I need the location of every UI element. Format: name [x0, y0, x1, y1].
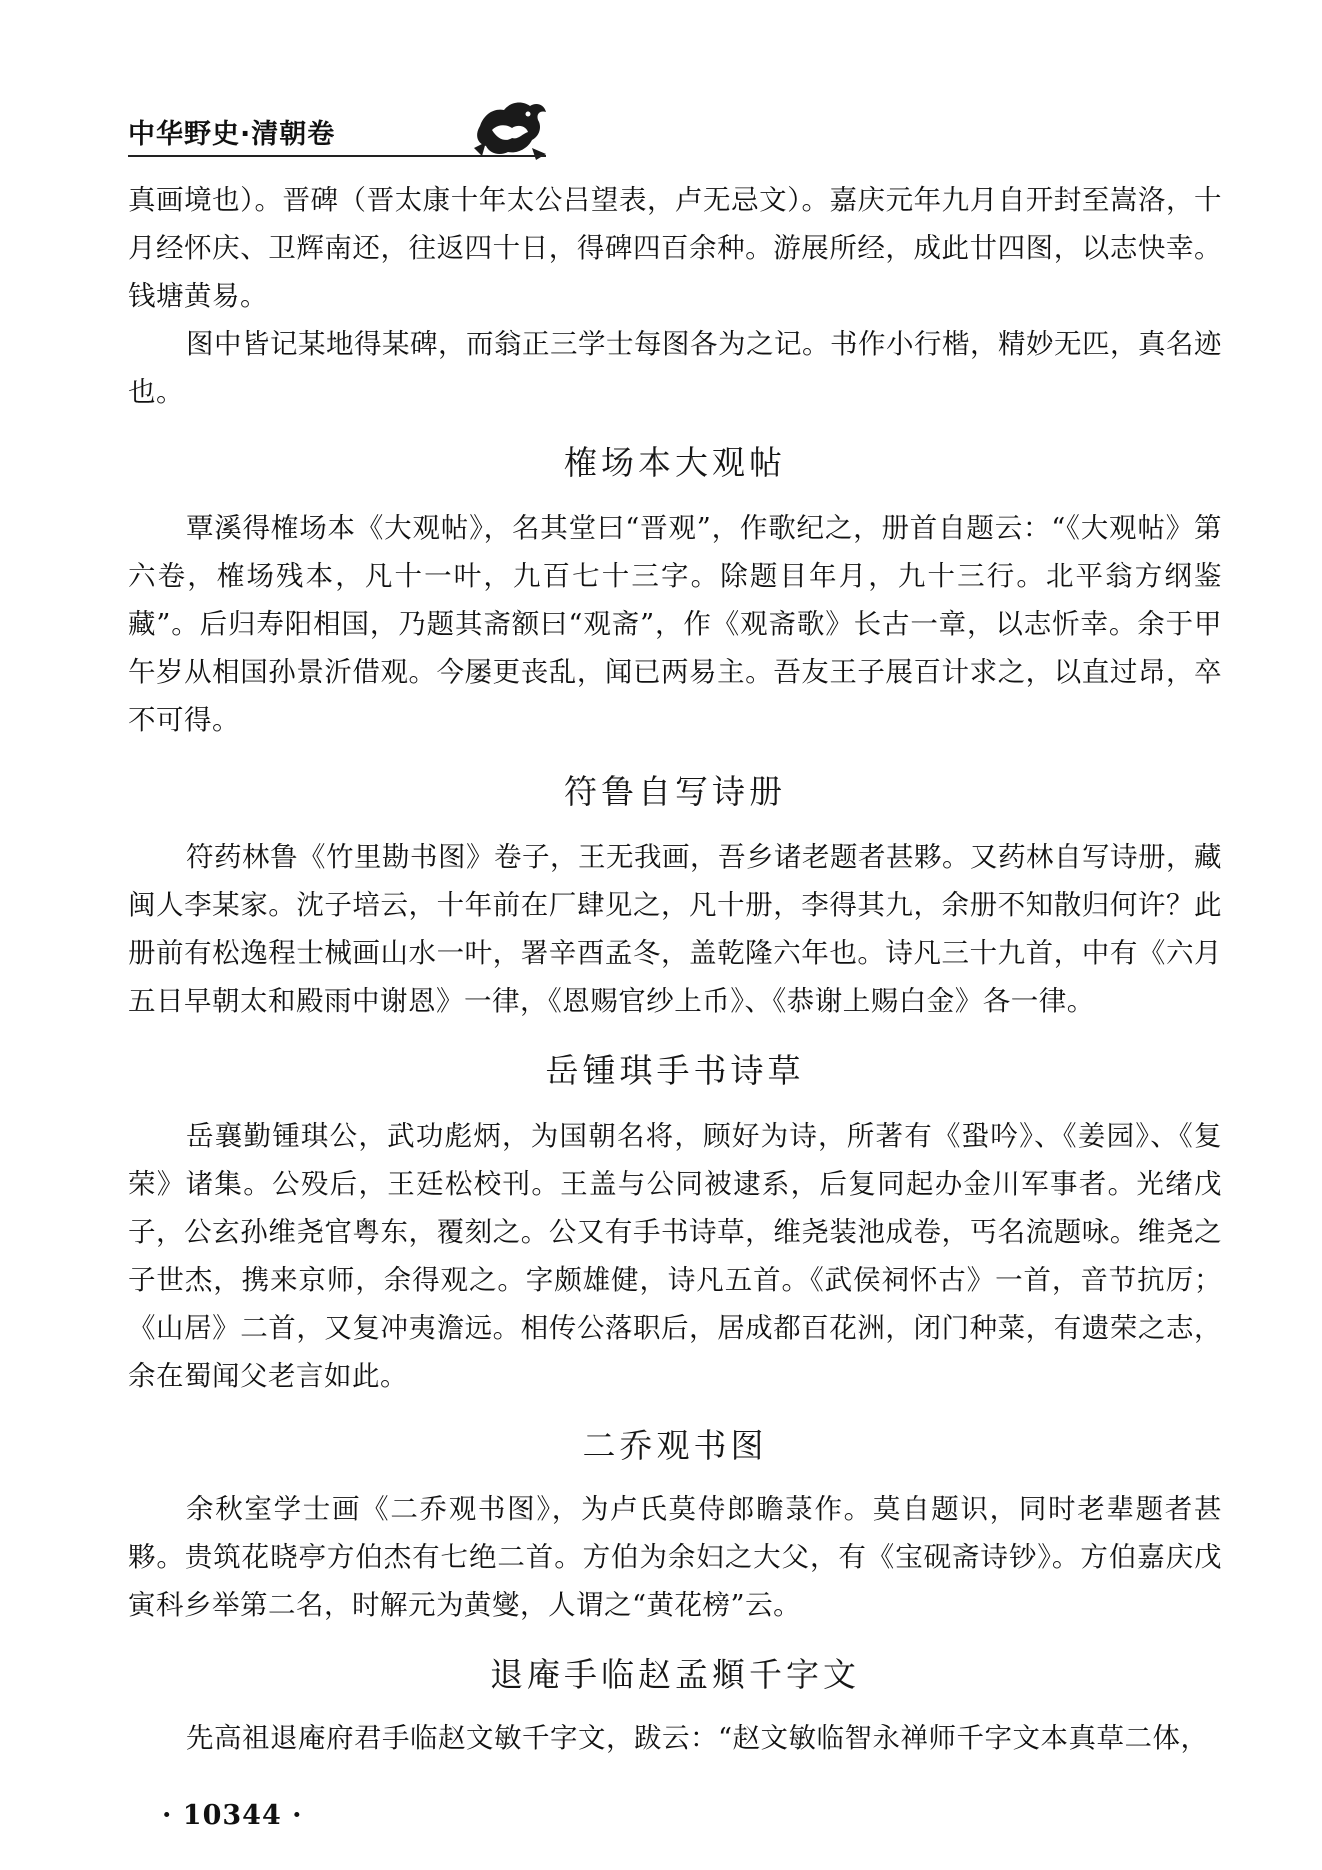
section-paragraph: 覃溪得榷场本《大观帖》，名其堂曰“晋观”，作歌纪之，册首自题云：“《大观帖》第六卷，榷场残本，凡十一叶，九百七十三字。除题目年月，九十三行。北平翁方纲鉴藏”。后归寿阳相国，乃题其斋额曰“观斋”，作《观斋歌》长古一章，以志忻幸。余于甲午岁从相国孙景沂借观。今屡更丧乱，闻已两易主。吾友王子展百计求之，以直过昂，卒不可得。 [128, 512, 1222, 736]
section-title: 岳锺琪手书诗草 [545, 1051, 805, 1090]
page-body [128, 176, 1222, 1762]
section-title: 榷场本大观帖 [564, 443, 786, 482]
section-paragraph: 先高祖退庵府君手临赵文敏千字文，跋云：“赵文敏临智永禅师千字文本真草二体， [186, 1722, 1209, 1754]
section-paragraph: 符药林鲁《竹里勘书图》卷子，王无我画，吾乡诸老题者甚夥。又药林自写诗册，藏闽人李某家。沈子培云，十年前在厂肆见之，凡十册，李得其九，余册不知散归何许？此册前有松逸程士械画山水一叶，署辛酉孟冬，盖乾隆六年也。诗凡三十九首，中有《六月五日早朝太和殿雨中谢恩》一律，《恩赐官纱上币》、《恭谢上赐白金》各一律。 [128, 841, 1222, 1017]
page-number: · 10344 · [162, 1800, 303, 1831]
intro-paragraph-2: 图中皆记某地得某碑，而翁正三学士每图各为之记。书作小行楷，精妙无匹，真名迹也。 [128, 328, 1222, 408]
book-title: 中华野史·清朝卷 [128, 119, 336, 150]
dragon-emblem-icon [470, 96, 550, 162]
section-title: 退庵手临赵孟頫千字文 [490, 1655, 860, 1694]
section-paragraph: 岳襄勤锺琪公，武功彪炳，为国朝名将，顾好为诗，所著有《蛩吟》、《姜园》、《复荣》诸集。公殁后，王廷松校刊。王盖与公同被逮系，后复同起办金川军事者。光绪戊子，公玄孙维尧官粤东，覆刻之。公又有手书诗草，维尧装池成卷，丐名流题咏。维尧之子世杰，携来京师，余得观之。字颇雄健，诗凡五首。《武侯祠怀古》一首，音节抗厉；《山居》二首，又复冲夷澹远。相传公落职后，居成都百花洲，闭门种菜，有遗荣之志，余在蜀闻父老言如此。 [128, 1120, 1222, 1392]
section-title: 二乔观书图 [582, 1426, 768, 1465]
header-divider [128, 155, 546, 157]
section-title: 符鲁自写诗册 [564, 772, 786, 811]
intro-paragraph-1: 真画境也）。晋碑（晋太康十年太公吕望表，卢无忌文）。嘉庆元年九月自开封至嵩洛，十月经怀庆、卫辉南还，往返四十日，得碑四百余种。游展所经，成此廿四图，以志快幸。钱塘黄易。 [128, 184, 1222, 312]
running-header [128, 96, 543, 160]
section-paragraph: 余秋室学士画《二乔观书图》，为卢氏莫侍郎瞻菉作。莫自题识，同时老辈题者甚夥。贵筑花晓亭方伯杰有七绝二首。方伯为余妇之大父，有《宝砚斋诗钞》。方伯嘉庆戊寅科乡举第二名，时解元为黄燮，人谓之“黄花榜”云。 [128, 1493, 1222, 1621]
